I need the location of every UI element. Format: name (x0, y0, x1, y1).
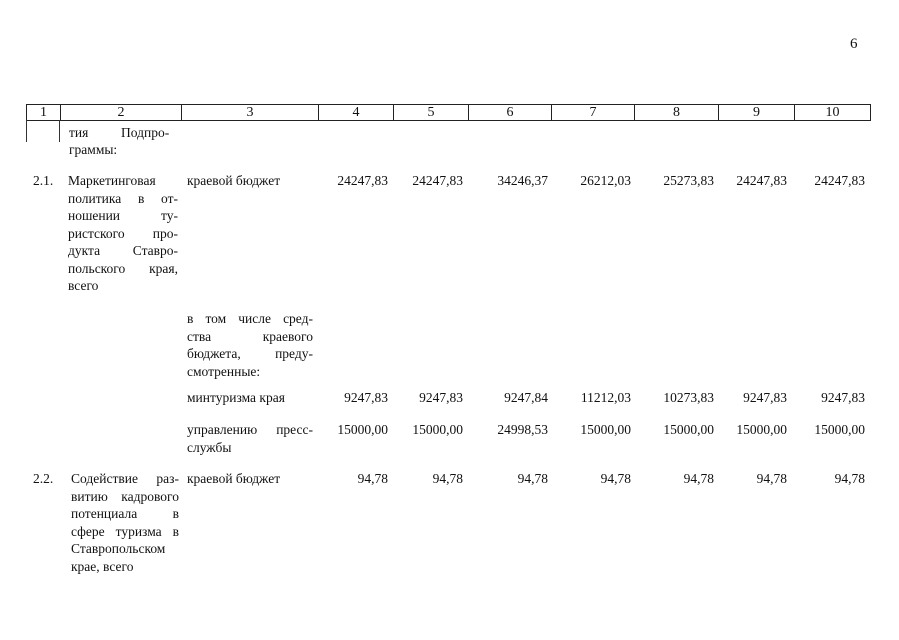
row-name-line: Маркетинговая (68, 173, 156, 188)
cell-value: 94,78 (600, 471, 631, 486)
cell-value: 25273,83 (663, 173, 714, 188)
cell-value: 94,78 (517, 471, 548, 486)
row-name-line: крае, всего (71, 558, 134, 574)
row-name-line: потенциала в (71, 506, 179, 521)
cell-value: 24247,83 (337, 173, 388, 188)
cell-value: 26212,03 (580, 173, 631, 188)
row-name-line: Ставропольском (71, 541, 166, 556)
row-source-line: бюджета, преду- (187, 346, 313, 361)
cell-value: 15000,00 (663, 422, 714, 437)
cell-value: 24247,83 (412, 173, 463, 188)
continued-text-1b: Подпро- (121, 125, 170, 140)
cell-value: 9247,83 (419, 390, 463, 405)
continued-text-2: граммы: (69, 142, 118, 157)
row-name-line: Содействие раз- (71, 471, 179, 486)
cell-value: 9247,84 (504, 390, 548, 405)
row-source-line: управлению пресс- (187, 422, 313, 437)
row-name-line: витию кадрового (71, 488, 179, 504)
col-header-10: 10 (825, 105, 840, 120)
cell-value: 15000,00 (736, 422, 787, 437)
cell-value: 15000,00 (814, 422, 865, 437)
cell-value: 24247,83 (814, 173, 865, 188)
row-name (68, 172, 178, 295)
row-source-block (187, 421, 313, 456)
cell-value: 94,78 (756, 471, 787, 486)
col-header-4: 4 (352, 105, 360, 120)
row-source: краевой бюджет (187, 173, 281, 188)
col-header-5: 5 (427, 105, 435, 120)
col-header-2: 2 (117, 105, 125, 120)
row-name-line: дукта Ставро- (68, 243, 178, 258)
cell-value: 94,78 (834, 471, 865, 486)
row-source-line: смотренные: (187, 363, 261, 379)
row-name-line: всего (68, 278, 99, 293)
row-source: минтуризма края (187, 390, 285, 405)
cell-value: 94,78 (432, 471, 463, 486)
col-header-7: 7 (589, 105, 597, 120)
col-header-9: 9 (753, 105, 760, 120)
row-name-line: ристского про- (68, 225, 178, 241)
cell-value: 9247,83 (344, 390, 388, 405)
row-source-block (187, 310, 313, 380)
row-name-line: ношении ту- (68, 208, 178, 223)
cell-value: 15000,00 (412, 422, 463, 437)
row-number: 2.1. (33, 173, 54, 188)
cell-value: 24247,83 (736, 173, 787, 188)
cell-value: 94,78 (357, 471, 388, 486)
row-source-line: в том числе сред- (187, 311, 313, 326)
cell-value: 34246,37 (497, 173, 548, 188)
cell-value: 9247,83 (821, 390, 865, 405)
table-border-left (26, 120, 27, 142)
row-source: краевой бюджет (187, 471, 281, 486)
row-source-line: службы (187, 439, 232, 455)
cell-value: 24998,53 (497, 422, 548, 437)
col-header-8: 8 (673, 105, 680, 120)
page-number: 6 (850, 36, 858, 52)
row-name (71, 470, 179, 575)
cell-value: 9247,83 (743, 390, 787, 405)
col-header-6: 6 (506, 105, 514, 120)
col-header-1: 1 (40, 105, 47, 120)
row-name-line: политика в от- (68, 190, 178, 206)
continued-text-1a: тия (69, 125, 89, 140)
table-border-col1 (59, 120, 60, 142)
cell-value: 11212,03 (580, 390, 631, 405)
row-source-line: ства краевого (187, 328, 313, 344)
cell-value: 15000,00 (580, 422, 631, 437)
row-name-line: польского края, (68, 260, 178, 276)
row-name-line: сфере туризма в (71, 523, 179, 539)
column-header-row (26, 104, 871, 121)
col-header-3: 3 (246, 105, 254, 120)
row-number: 2.2. (33, 471, 54, 486)
cell-value: 10273,83 (663, 390, 714, 405)
cell-value: 15000,00 (337, 422, 388, 437)
cell-value: 94,78 (683, 471, 714, 486)
